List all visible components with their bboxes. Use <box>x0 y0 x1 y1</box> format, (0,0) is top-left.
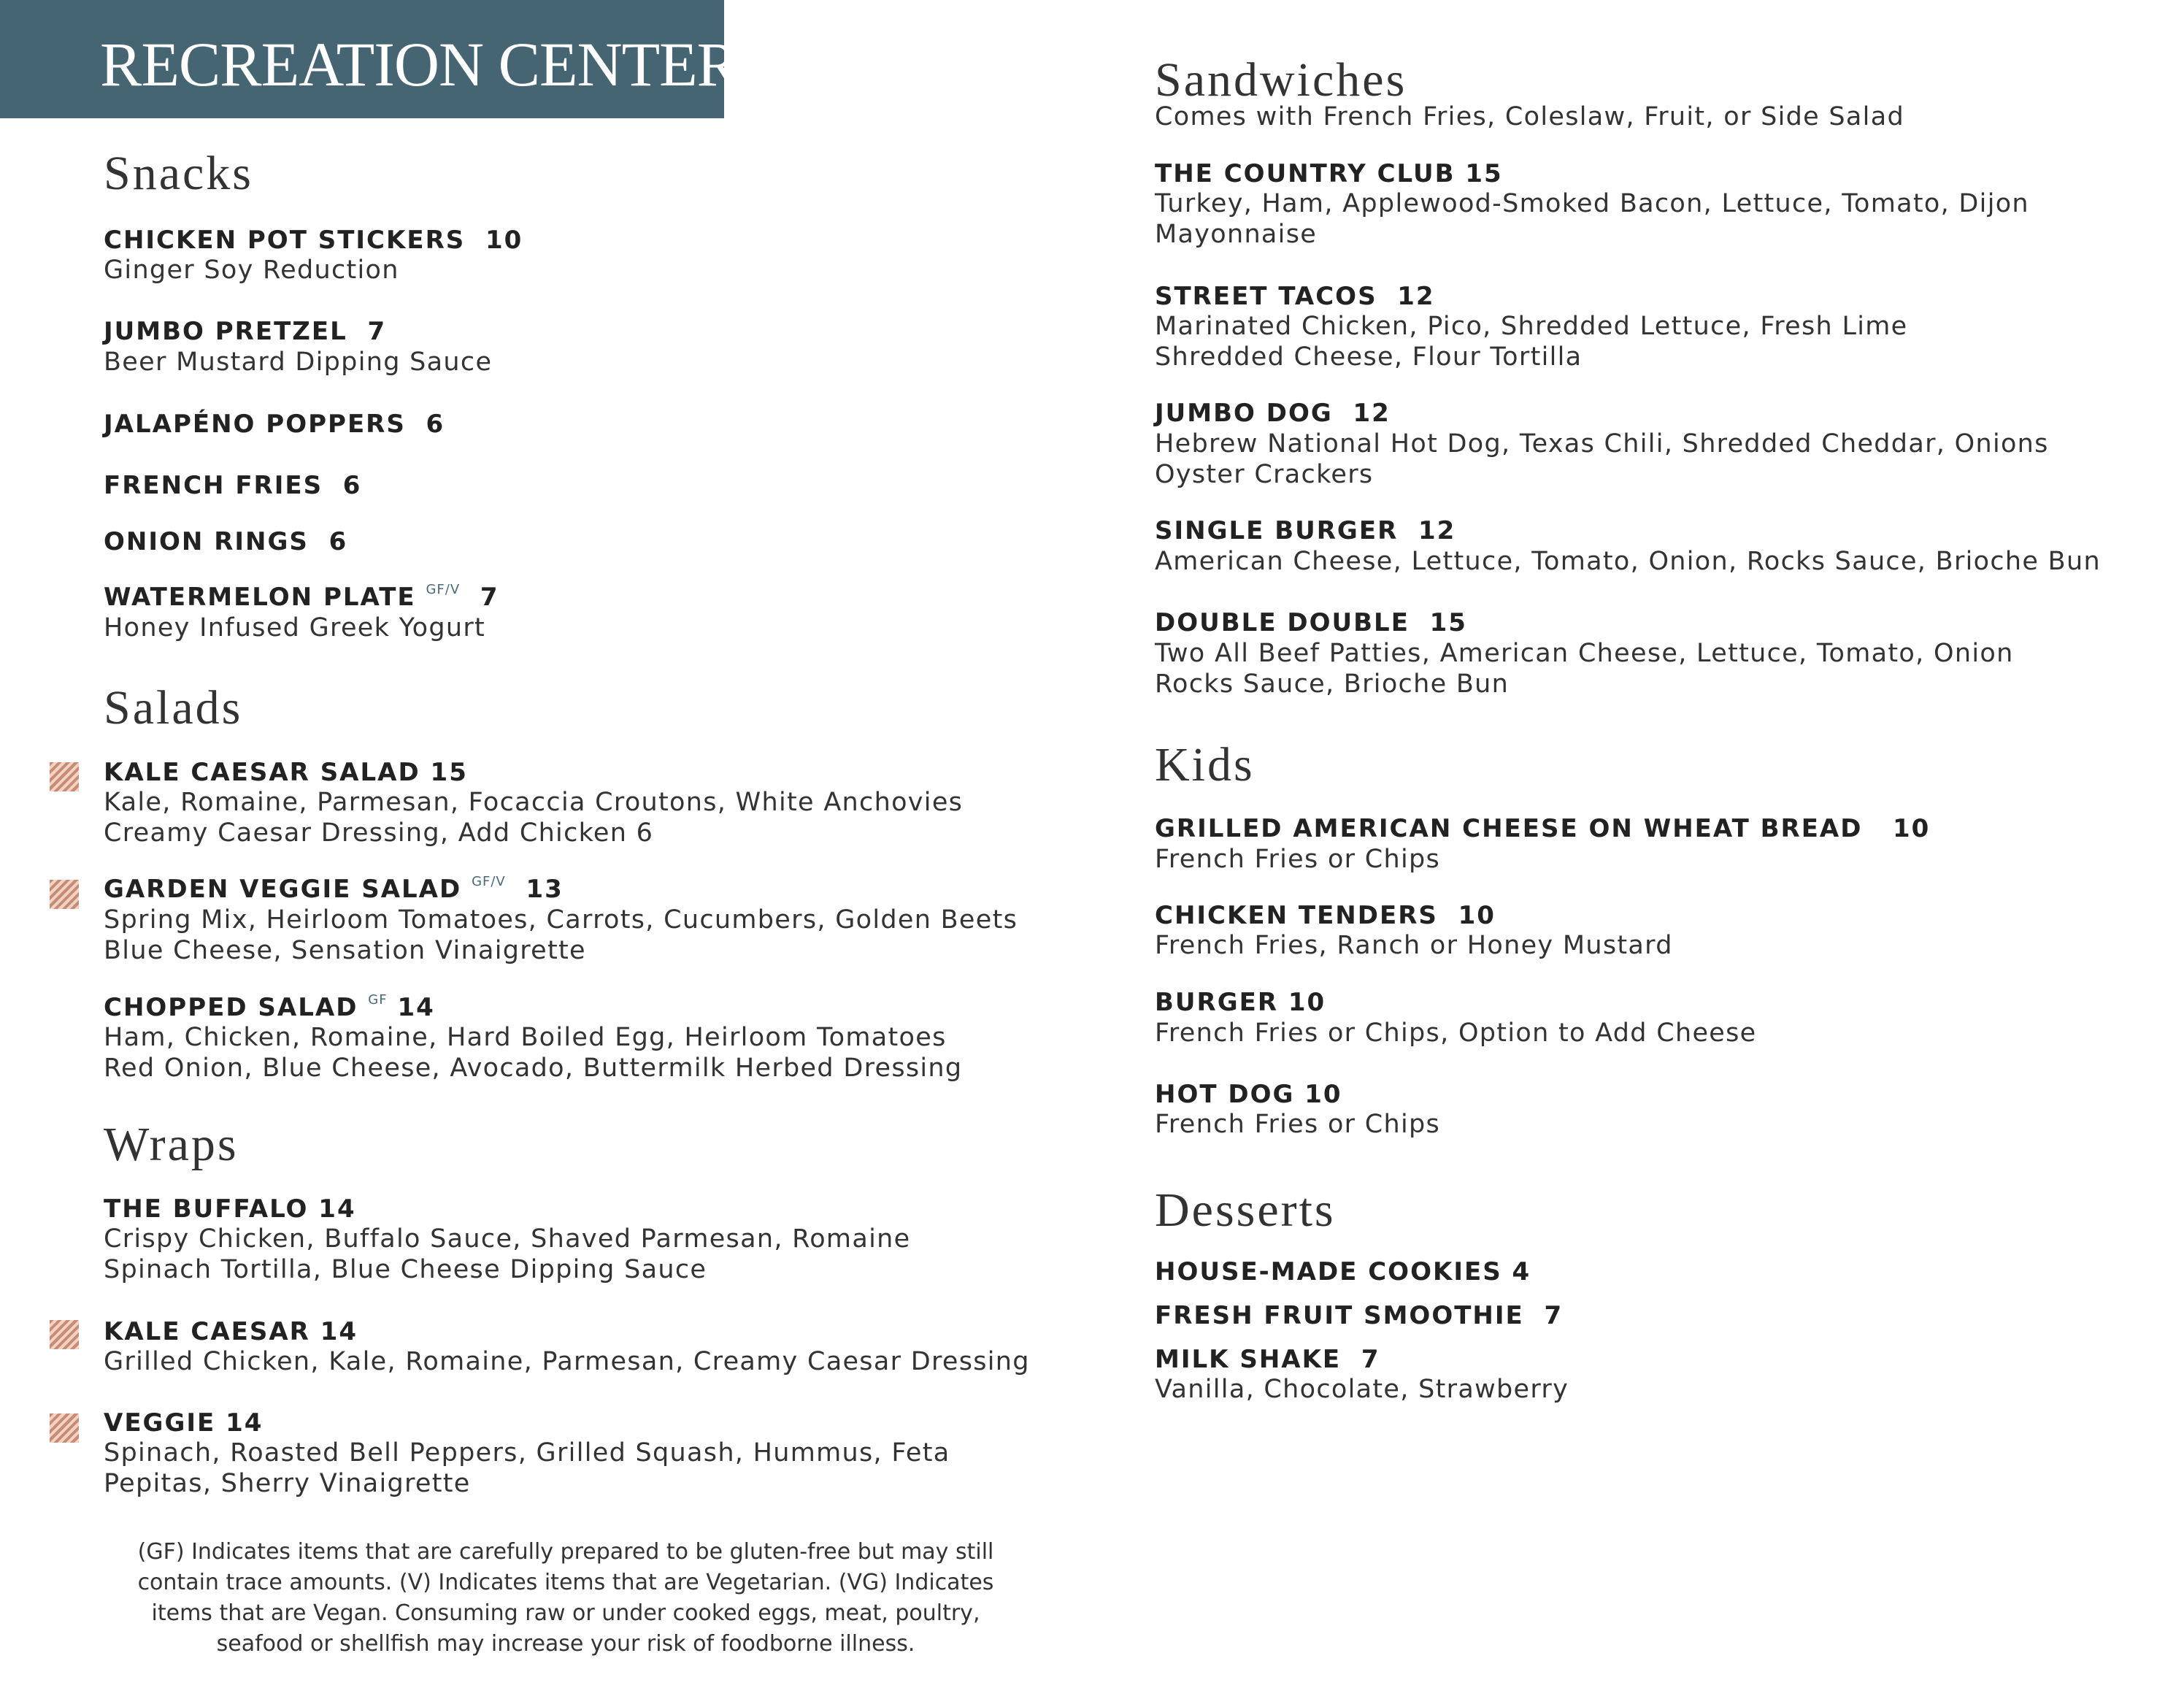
menu-item-description: Oyster Crackers <box>1155 460 1374 489</box>
menu-item-description: Pepitas, Sherry Vinaigrette <box>104 1469 471 1498</box>
menu-item-description: Spinach, Roasted Bell Peppers, Grilled Squash, Hummus, Feta <box>104 1438 950 1468</box>
dietary-tag: GF/V <box>472 874 506 889</box>
menu-item-description: French Fries or Chips <box>1155 1110 1441 1139</box>
menu-item-description: Rocks Sauce, Brioche Bun <box>1155 670 1510 699</box>
menu-item-name: BURGER 10 <box>1155 988 1326 1017</box>
menu-item-description: Red Onion, Blue Cheese, Avocado, Buttermilk Herbed Dressing <box>104 1054 963 1083</box>
section-title-desserts: Desserts <box>1155 1183 1336 1237</box>
menu-item-name: GARDEN VEGGIE SALAD $^{GF/V}$ 13 <box>104 874 564 904</box>
menu-item-name: KALE CAESAR SALAD 15 <box>104 758 468 787</box>
menu-item-name: HOT DOG 10 <box>1155 1080 1342 1109</box>
section-title-kids: Kids <box>1155 738 1255 791</box>
menu-item-description: Kale, Romaine, Parmesan, Focaccia Croutons, White Anchovies <box>104 788 964 817</box>
menu-item-name: KALE CAESAR 14 <box>104 1317 358 1346</box>
menu-item-description: Ham, Chicken, Romaine, Hard Boiled Egg, Heirloom Tomatoes <box>104 1023 947 1052</box>
menu-item-description: French Fries, Ranch or Honey Mustard <box>1155 931 1673 960</box>
specialty-marker-icon <box>50 1320 79 1349</box>
specialty-marker-icon <box>50 762 79 791</box>
menu-title: RECREATION CENTER <box>100 29 739 99</box>
menu-item-name: JALAPÉNO POPPERS 6 <box>104 410 445 439</box>
menu-item-description: Spring Mix, Heirloom Tomatoes, Carrots, Cucumbers, Golden Beets <box>104 905 1018 935</box>
menu-item-name: ONION RINGS 6 <box>104 527 348 556</box>
menu-item-name: HOUSE-MADE COOKIES 4 <box>1155 1257 1531 1286</box>
menu-item-description: Shredded Cheese, Flour Tortilla <box>1155 342 1583 372</box>
specialty-marker-icon <box>50 880 79 909</box>
menu-item-description: French Fries or Chips, Option to Add Cheese <box>1155 1018 1757 1048</box>
dietary-disclaimer: (GF) Indicates items that are carefully prepared to be gluten-free but may still contain trace amounts. (V) Indicates items that are Vegetarian. (VG) Indicates items that are Vegan. Consuming raw or under cooked eggs, meat, poultry, seafood or shellfish may increase your risk of foodborne illness. <box>137 1539 994 1657</box>
menu-item-name: FRENCH FRIES 6 <box>104 471 362 500</box>
menu-item-name: STREET TACOS 12 <box>1155 282 1435 311</box>
dietary-tag: GF/V <box>426 582 461 597</box>
menu-item-description: Two All Beef Patties, American Cheese, Lettuce, Tomato, Onion <box>1155 639 2014 668</box>
menu-item-name: JUMBO DOG 12 <box>1155 399 1391 428</box>
menu-item-description: American Cheese, Lettuce, Tomato, Onion, Rocks Sauce, Brioche Bun <box>1155 547 2101 576</box>
menu-item-name: CHICKEN POT STICKERS 10 <box>104 226 523 255</box>
section-title-wraps: Wraps <box>104 1118 239 1171</box>
menu-item-name: VEGGIE 14 <box>104 1408 264 1438</box>
menu-item-description: Marinated Chicken, Pico, Shredded Lettuce, Fresh Lime <box>1155 312 1908 341</box>
section-title-snacks: Snacks <box>104 147 253 200</box>
menu-item-description: Mayonnaise <box>1155 220 1318 249</box>
menu-item-description: Ginger Soy Reduction <box>104 256 399 285</box>
menu-item-description: Hebrew National Hot Dog, Texas Chili, Shredded Cheddar, Onions <box>1155 429 2049 459</box>
section-subtitle: Comes with French Fries, Coleslaw, Fruit, or Side Salad <box>1155 102 1904 131</box>
menu-item-name: THE BUFFALO 14 <box>104 1194 356 1224</box>
menu-item-name: DOUBLE DOUBLE 15 <box>1155 608 1467 637</box>
menu-item-description: Creamy Caesar Dressing, Add Chicken 6 <box>104 818 654 848</box>
menu-item-name: CHOPPED SALAD $^{GF}$ 14 <box>104 992 435 1022</box>
menu-item-name: WATERMELON PLATE $^{GF/V}$ 7 <box>104 582 499 612</box>
menu-item-name: THE COUNTRY CLUB 15 <box>1155 159 1503 188</box>
menu-item-name: CHICKEN TENDERS 10 <box>1155 901 1496 930</box>
menu-item-description: Spinach Tortilla, Blue Cheese Dipping Sauce <box>104 1255 707 1284</box>
menu-item-description: Beer Mustard Dipping Sauce <box>104 348 493 377</box>
menu-item-name: JUMBO PRETZEL 7 <box>104 317 387 346</box>
specialty-marker-icon <box>50 1413 79 1443</box>
menu-item-description: Turkey, Ham, Applewood-Smoked Bacon, Lettuce, Tomato, Dijon <box>1155 189 2029 218</box>
menu-item-description: Crispy Chicken, Buffalo Sauce, Shaved Parmesan, Romaine <box>104 1224 911 1254</box>
menu-item-name: SINGLE BURGER 12 <box>1155 516 1456 545</box>
dietary-tag: GF <box>368 992 388 1008</box>
menu-item-description: Grilled Chicken, Kale, Romaine, Parmesan, Creamy Caesar Dressing <box>104 1347 1030 1376</box>
title-banner <box>0 0 739 118</box>
menu-item-name: FRESH FRUIT SMOOTHIE 7 <box>1155 1301 1564 1330</box>
menu-item-name: MILK SHAKE 7 <box>1155 1345 1380 1374</box>
menu-item-description: Blue Cheese, Sensation Vinaigrette <box>104 936 586 965</box>
section-title-sandwiches: Sandwiches <box>1155 53 1407 107</box>
menu-item-name: GRILLED AMERICAN CHEESE ON WHEAT BREAD 10 <box>1155 814 1931 843</box>
menu-item-description: Vanilla, Chocolate, Strawberry <box>1155 1375 1569 1404</box>
section-title-salads: Salads <box>104 681 243 734</box>
menu-item-description: French Fries or Chips <box>1155 845 1441 874</box>
menu-item-description: Honey Infused Greek Yogurt <box>104 613 486 642</box>
